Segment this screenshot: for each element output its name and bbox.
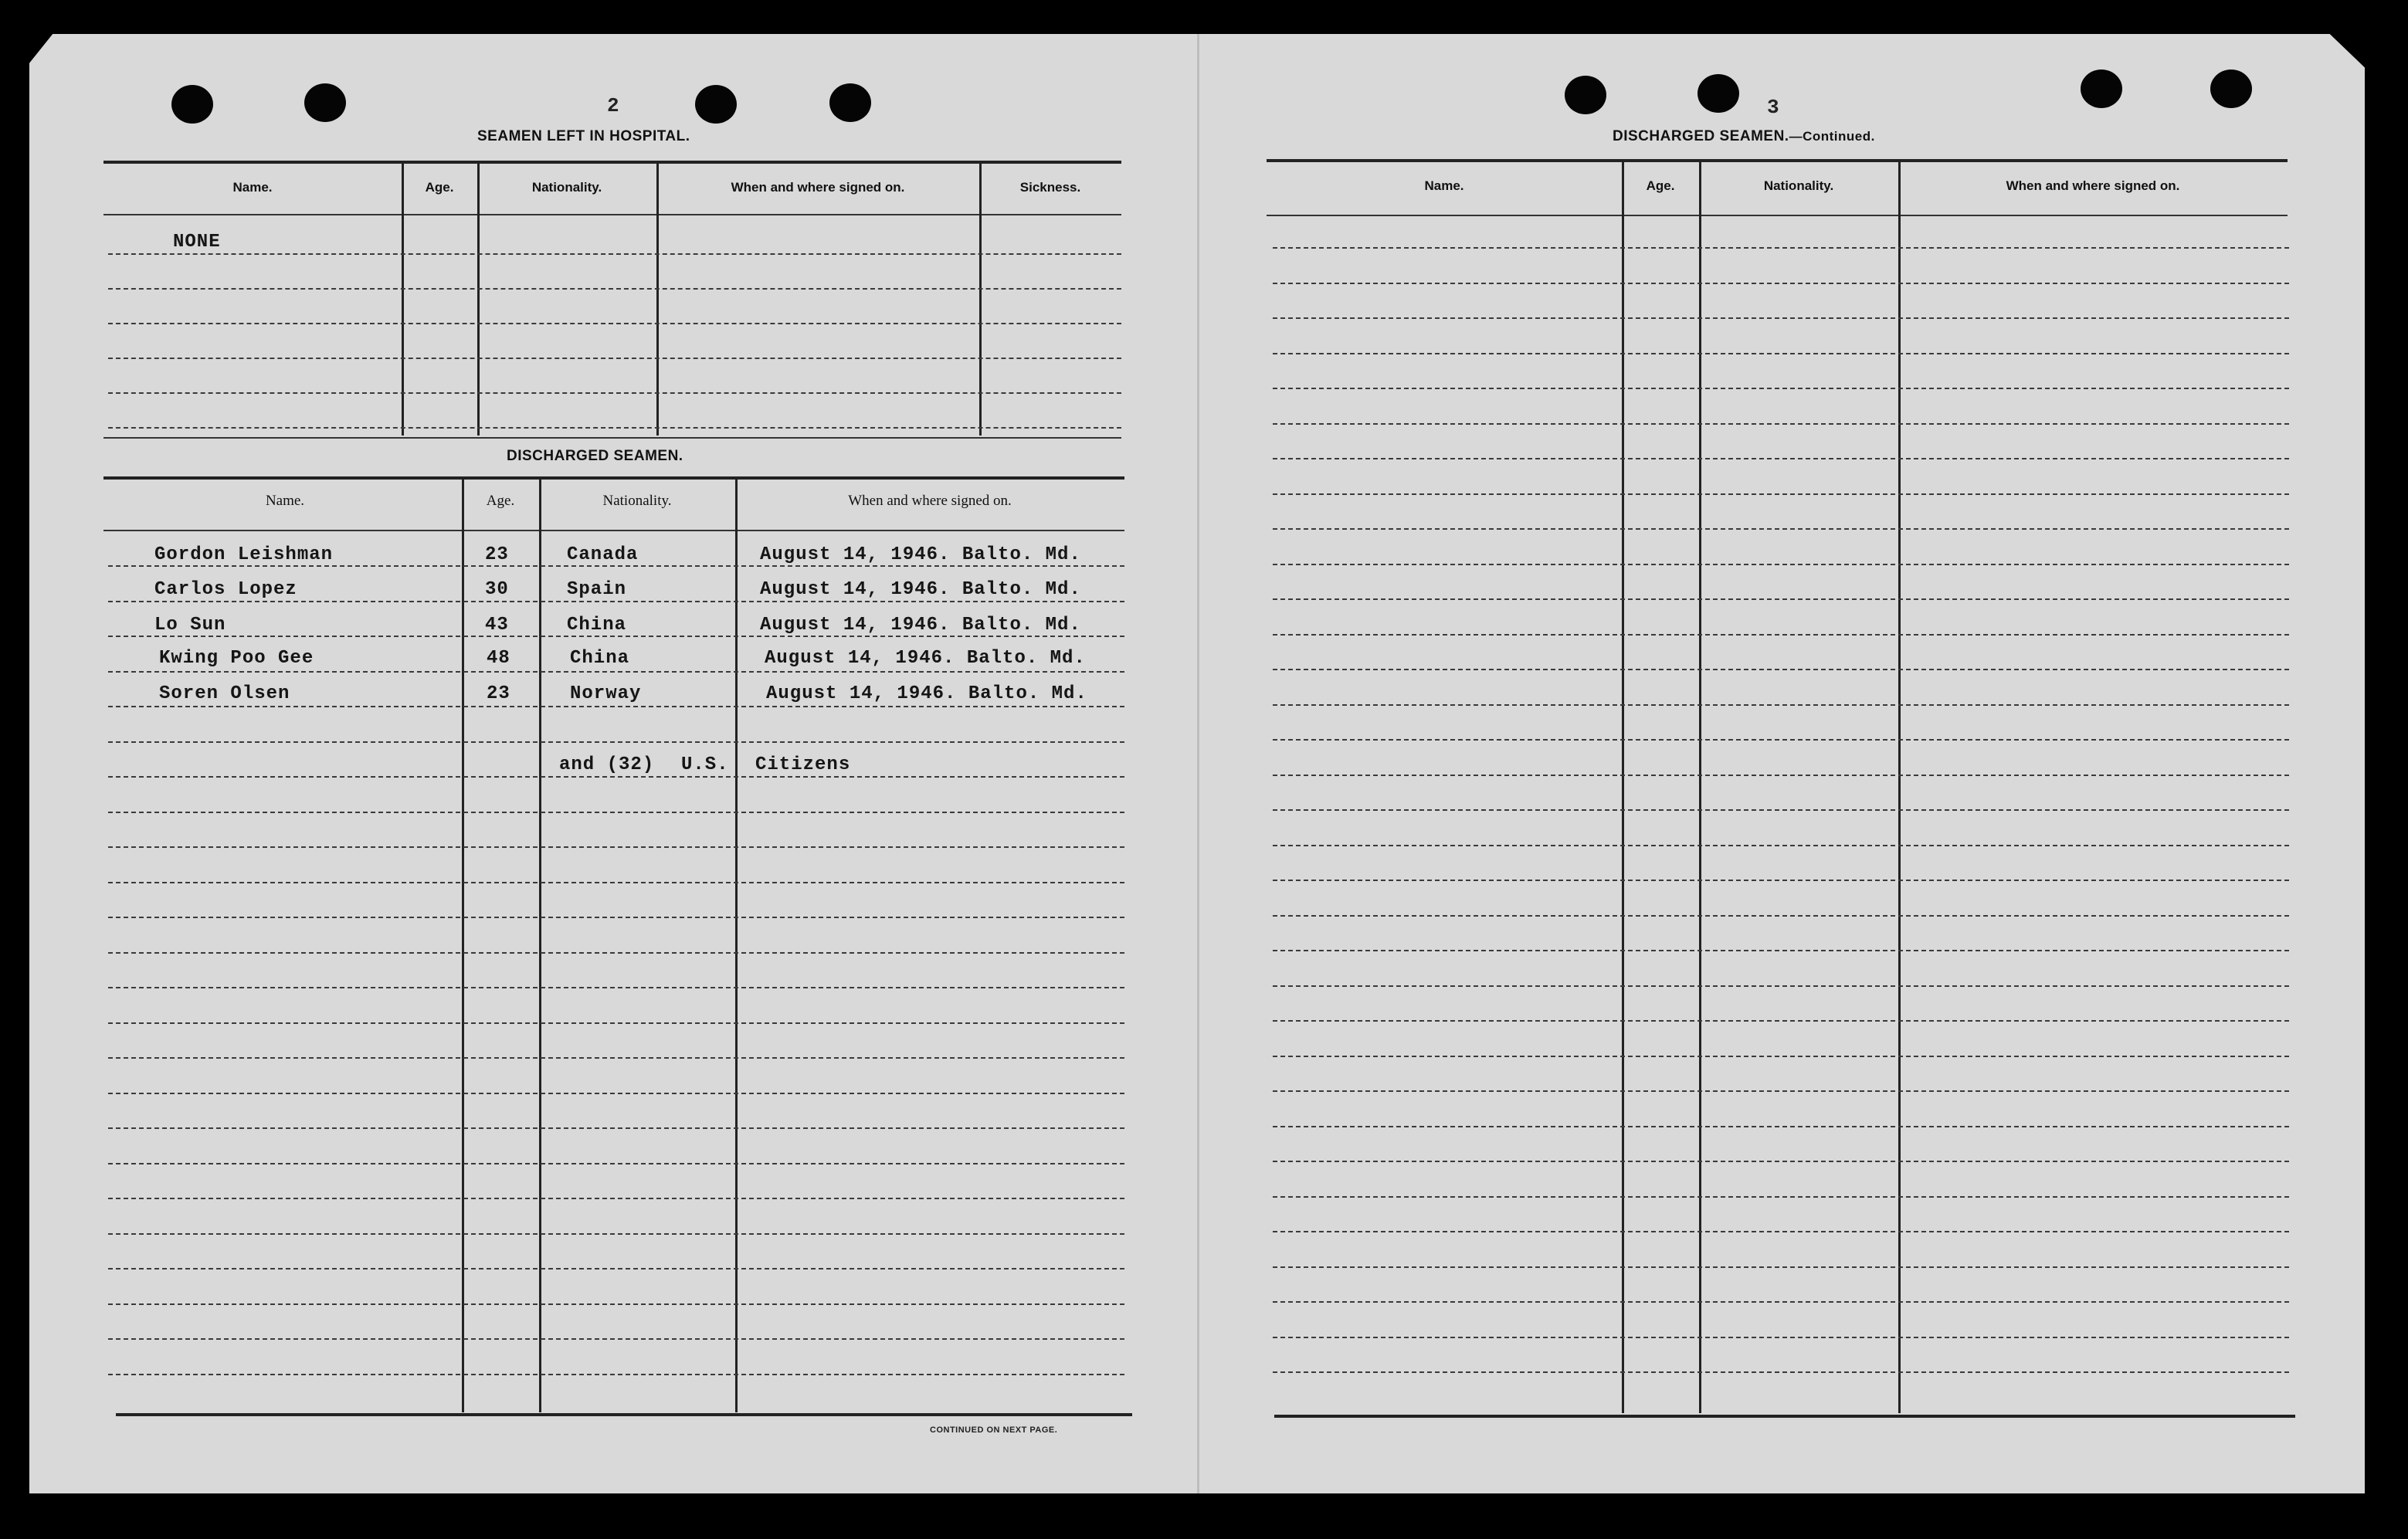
column-header-name: Name.: [1424, 178, 1464, 193]
form-line: [108, 917, 1124, 918]
column-header-sickness: Sickness.: [1019, 180, 1081, 195]
form-line: [108, 636, 1124, 637]
form-line: [108, 987, 1124, 988]
seaman-nationality: China: [567, 615, 627, 636]
column-header-nationality: Nationality.: [1763, 178, 1834, 193]
form-line: [1273, 1371, 2289, 1373]
form-line: [108, 1268, 1124, 1270]
form-line: [108, 812, 1124, 813]
punch-hole: [2210, 69, 2252, 108]
column-header-signed-on: When and where signed on.: [848, 493, 1012, 509]
form-line: [1273, 1231, 2289, 1232]
form-line: [1273, 1126, 2289, 1127]
punch-hole: [304, 83, 346, 122]
seaman-name: Kwing Poo Gee: [159, 648, 314, 669]
column-header-nationality: Nationality.: [531, 180, 602, 195]
form-line: [1273, 493, 2289, 495]
form-line: [108, 952, 1124, 954]
seaman-signed-on: August 14, 1946. Balto. Md.: [766, 683, 1087, 704]
form-line: [1273, 1161, 2289, 1162]
form-line: [108, 1057, 1124, 1059]
form-line: [108, 741, 1124, 743]
page-number: 3: [1767, 96, 1779, 119]
rule: [103, 437, 1121, 439]
form-line: [1273, 915, 2289, 917]
column-divider: [656, 164, 659, 436]
form-line: [1273, 1301, 2289, 1303]
seaman-age: 48: [487, 648, 510, 669]
rule: [1267, 215, 2288, 216]
rule: [1267, 159, 2288, 162]
column-divider: [1622, 162, 1624, 1413]
discharged-continued-title: [1613, 128, 1875, 145]
form-line: [108, 1093, 1124, 1094]
seaman-name: Lo Sun: [154, 615, 226, 636]
punch-hole: [1565, 76, 1606, 114]
form-line: [1273, 247, 2289, 249]
citizens-label: Citizens: [755, 754, 851, 775]
form-line: [1273, 634, 2289, 636]
form-line: [108, 671, 1124, 673]
title-main: DISCHARGED SEAMEN.: [1613, 128, 1789, 144]
seaman-nationality: Spain: [567, 579, 627, 600]
form-line: [108, 1022, 1124, 1024]
form-line: [1273, 317, 2289, 319]
rule: [103, 214, 1121, 215]
column-divider: [402, 164, 404, 436]
form-line: [108, 427, 1121, 429]
page-number: 2: [607, 94, 619, 117]
form-line: [108, 1374, 1124, 1375]
form-line: [1273, 950, 2289, 951]
column-divider: [477, 164, 480, 436]
form-line: [108, 846, 1124, 848]
seaman-name: Gordon Leishman: [154, 544, 334, 565]
punch-hole: [695, 85, 737, 124]
title-suffix: —Continued.: [1789, 129, 1875, 144]
form-line: [1273, 423, 2289, 425]
form-line: [108, 706, 1124, 707]
form-line: [108, 882, 1124, 883]
form-line: [108, 1163, 1124, 1164]
form-line: [108, 1198, 1124, 1199]
seaman-signed-on: August 14, 1946. Balto. Md.: [760, 544, 1081, 565]
seaman-age: 30: [485, 579, 509, 600]
form-line: [1273, 880, 2289, 881]
column-divider: [979, 164, 982, 436]
column-header-nationality: Nationality.: [602, 493, 672, 509]
form-line: [1273, 1266, 2289, 1268]
column-header-age: Age.: [1646, 178, 1675, 193]
punch-hole: [1697, 74, 1739, 113]
form-line: [1273, 598, 2289, 600]
form-line: [108, 323, 1121, 324]
form-line: [1273, 388, 2289, 389]
seaman-signed-on: August 14, 1946. Balto. Md.: [760, 615, 1081, 636]
form-line: [108, 776, 1124, 778]
seaman-name: Carlos Lopez: [154, 579, 297, 600]
seaman-nationality: Canada: [567, 544, 639, 565]
rule: [103, 476, 1124, 480]
form-line: [108, 601, 1124, 602]
form-line: [108, 392, 1121, 394]
form-line: [108, 1233, 1124, 1235]
punch-hole: [171, 85, 213, 124]
form-line: [1273, 458, 2289, 459]
form-line: [108, 1303, 1124, 1305]
form-line: [1273, 528, 2289, 530]
punch-hole: [829, 83, 871, 122]
seaman-nationality: China: [570, 648, 630, 669]
hospital-entry: NONE: [173, 232, 221, 253]
form-line: [1273, 985, 2289, 987]
form-line: [1273, 1056, 2289, 1057]
form-line: [1273, 669, 2289, 670]
citizens-country: U.S.: [681, 754, 729, 775]
column-header-signed-on: When and where signed on.: [2006, 178, 2180, 193]
column-header-signed-on: When and where signed on.: [731, 180, 905, 195]
rule: [103, 530, 1124, 531]
column-header-name: Name.: [232, 180, 273, 195]
form-line: [1273, 564, 2289, 565]
column-divider: [735, 480, 738, 1412]
rule: [1274, 1415, 2295, 1418]
seaman-signed-on: August 14, 1946. Balto. Md.: [760, 579, 1081, 600]
column-header-age: Age.: [425, 180, 454, 195]
column-header-age: Age.: [486, 493, 515, 509]
citizens-count: and (32): [559, 754, 655, 775]
column-divider: [1699, 162, 1701, 1413]
form-line: [1273, 775, 2289, 776]
column-divider: [539, 480, 541, 1412]
hospital-section-title: SEAMEN LEFT IN HOSPITAL.: [477, 128, 690, 144]
form-line: [1273, 704, 2289, 706]
discharged-section-title: DISCHARGED SEAMEN.: [507, 448, 683, 464]
seaman-signed-on: August 14, 1946. Balto. Md.: [765, 648, 1086, 669]
column-divider: [1898, 162, 1901, 1413]
form-line: [108, 1338, 1124, 1340]
form-line: [1273, 283, 2289, 284]
seaman-age: 23: [487, 683, 510, 704]
form-line: [108, 288, 1121, 290]
form-line: [1273, 845, 2289, 846]
form-line: [108, 1127, 1124, 1129]
right-page: [1199, 34, 2365, 1493]
column-header-name: Name.: [265, 493, 305, 509]
form-line: [1273, 1090, 2289, 1092]
form-line: [1273, 739, 2289, 741]
seaman-age: 43: [485, 615, 509, 636]
punch-hole: [2081, 69, 2122, 108]
form-line: [108, 358, 1121, 359]
seaman-age: 23: [485, 544, 509, 565]
form-line: [108, 253, 1121, 255]
seaman-nationality: Norway: [570, 683, 642, 704]
form-line: [1273, 353, 2289, 354]
form-line: [1273, 1337, 2289, 1338]
form-line: [1273, 1020, 2289, 1022]
form-line: [108, 565, 1124, 567]
continued-note: CONTINUED ON NEXT PAGE.: [930, 1425, 1058, 1435]
seaman-name: Soren Olsen: [159, 683, 290, 704]
rule: [116, 1413, 1132, 1416]
column-divider: [462, 480, 464, 1412]
form-line: [1273, 1196, 2289, 1198]
page-fold: [1197, 34, 1199, 1493]
rule: [103, 161, 1121, 164]
form-line: [1273, 809, 2289, 811]
